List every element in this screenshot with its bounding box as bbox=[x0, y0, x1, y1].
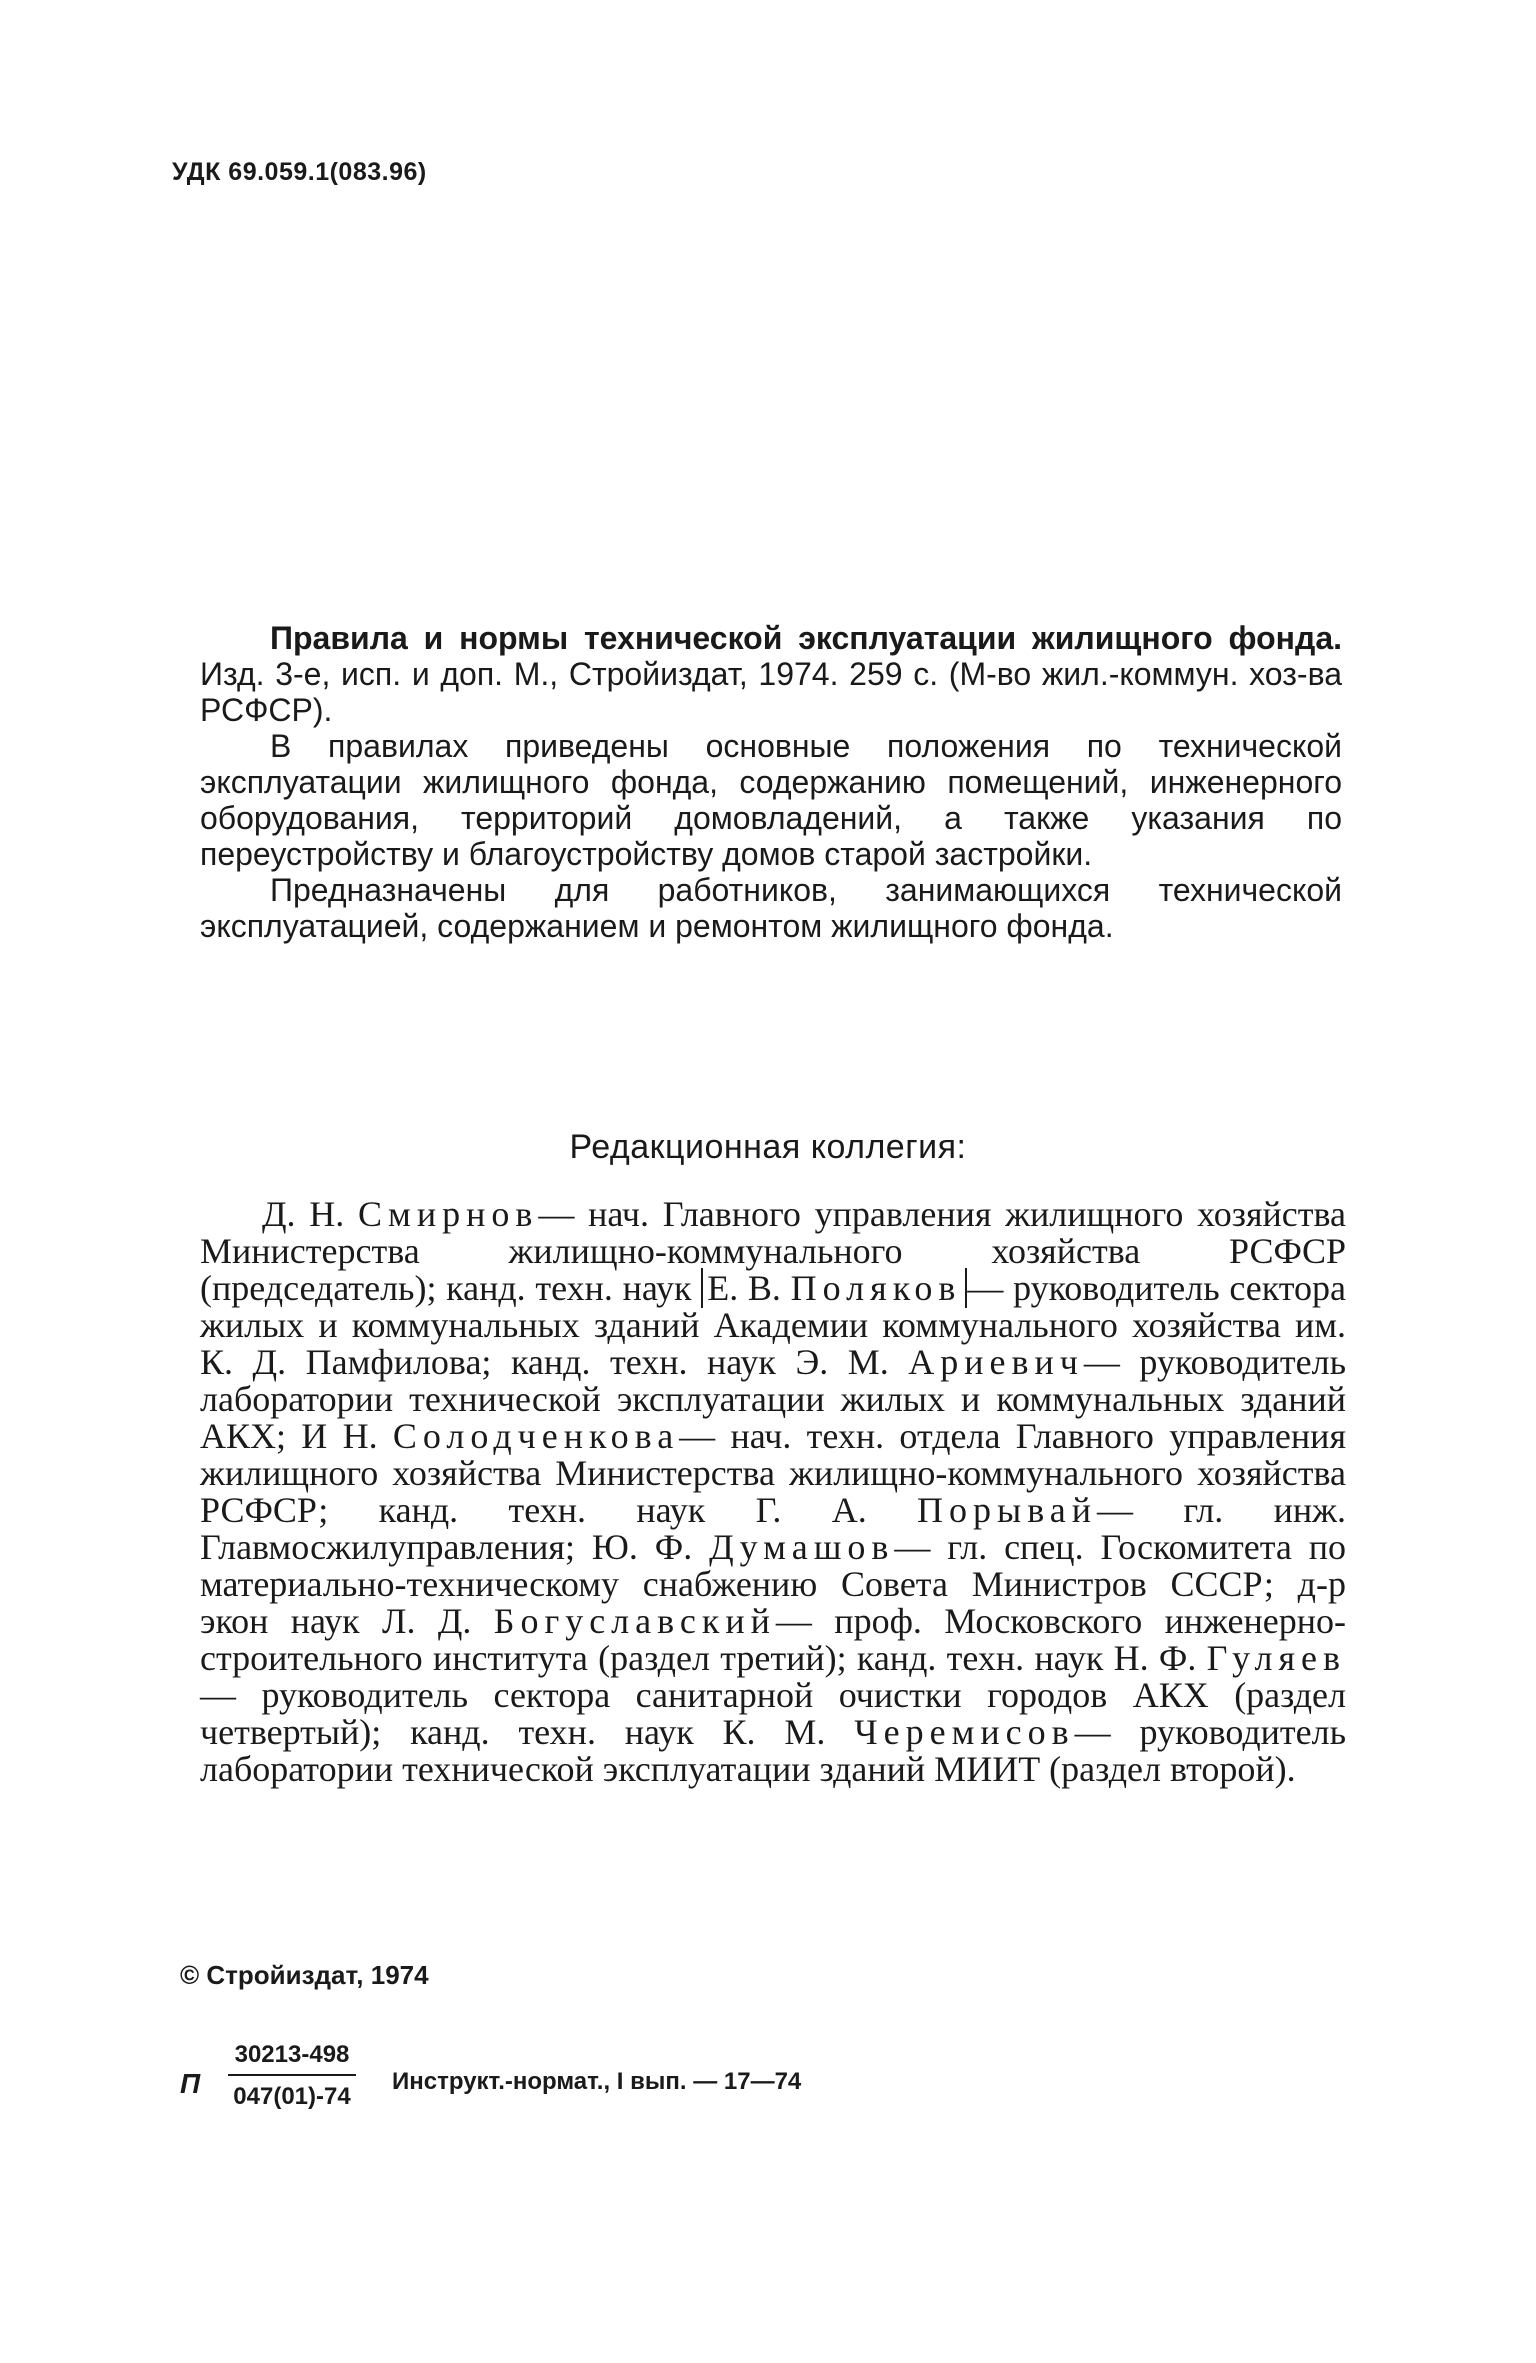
abstract-title-paragraph bbox=[200, 620, 1342, 728]
catalog-index-denominator: 047(01)-74 bbox=[233, 2083, 351, 2110]
editorial-board-list bbox=[200, 1196, 1346, 1788]
catalog-index bbox=[180, 2040, 1080, 2120]
board-text: — нач. Главного управления жилищного хозяйства Министерства жилищно-коммунального хозяйства РСФСР (председатель); канд. техн. наук bbox=[200, 1194, 1346, 1308]
board-member-surname: Смирнов bbox=[358, 1194, 539, 1234]
catalog-index-numerator: 30213-498 bbox=[234, 2041, 350, 2068]
board-text: — руководитель сектора жилых и коммунальных зданий Академии коммунального хозяйства им. К. Д. Памфилова; канд. техн. наук Э. М. bbox=[200, 1268, 1347, 1382]
board-text: — гл. спец. Госкомитета по материально-техническому снабжению Совета Министров СССР; д-р экон наук Л. Д. bbox=[200, 1527, 1347, 1641]
book-imprint: Изд. 3-е, исп. и доп. М., Стройиздат, 1974. 259 с. (М-во жил.-коммун. хоз-ва РСФСР). bbox=[200, 656, 1342, 728]
board-member-surname: Богуславский bbox=[493, 1601, 776, 1641]
board-text: — руководитель лаборатории технической эксплуатации зданий МИИТ (раздел второй). bbox=[200, 1712, 1347, 1789]
editorial-board-paragraph bbox=[200, 1196, 1346, 1788]
fraction-bar bbox=[228, 2074, 356, 2076]
catalog-index-letter: П bbox=[180, 2068, 201, 2099]
bibliographic-abstract bbox=[200, 620, 1342, 944]
board-member-surname: Порывай bbox=[917, 1490, 1097, 1530]
board-member-surname: Думашов bbox=[709, 1527, 895, 1567]
board-text: — руководитель сектора санитарной очистки городов АКХ (раздел четвертый); канд. техн. наук К. М. bbox=[200, 1675, 1346, 1752]
udk-code: УДК 69.059.1(083.96) bbox=[172, 158, 427, 186]
catalog-index-fraction bbox=[228, 2040, 356, 2112]
board-text: Д. Н. bbox=[262, 1194, 345, 1234]
board-text: — руководитель лаборатории технической эксплуатации жилых и коммунальных зданий АКХ; И Н. bbox=[200, 1342, 1347, 1456]
board-member-surname: Поляков bbox=[790, 1268, 962, 1308]
board-member-surname: Черемисов bbox=[854, 1712, 1075, 1752]
board-text: Е. В. bbox=[707, 1268, 781, 1308]
book-title: Правила и нормы технической эксплуатации жилищного фонда. bbox=[270, 620, 1342, 656]
board-text: — гл. инж. Главмосжилуправления; Ю. Ф. bbox=[200, 1490, 1347, 1567]
board-member-surname: Гуляев bbox=[1206, 1638, 1346, 1678]
catalog-index-info: Инструкт.-нормат., I вып. — 17—74 bbox=[392, 2068, 802, 2095]
abstract-audience: Предназначены для работников, занимающихся технической эксплуатацией, содержанием и ремонтом жилищного фонда. bbox=[200, 872, 1342, 944]
editorial-board-heading: Редакционная коллегия: bbox=[569, 1128, 967, 1166]
board-member-surname: Ариевич bbox=[908, 1342, 1084, 1382]
abstract-summary: В правилах приведены основные положения по технической эксплуатации жилищного фонда, содержанию помещений, инженерного оборудования, территорий домовладений, а также указания по переустройству и благоустройству домов старой застройки. bbox=[200, 728, 1342, 872]
board-member-surname: Солодченкова bbox=[392, 1416, 680, 1456]
copyright-notice: © Стройиздат, 1974 bbox=[180, 1960, 429, 1990]
deceased-member-frame bbox=[701, 1268, 967, 1308]
board-text: — проф. Московского инженерно-строительного института (раздел третий); канд. техн. наук Н. Ф. bbox=[200, 1601, 1346, 1678]
board-text: — нач. техн. отдела Главного управления жилищного хозяйства Министерства жилищно-коммунального хозяйства РСФСР; канд. техн. наук Г. А. bbox=[200, 1416, 1347, 1530]
